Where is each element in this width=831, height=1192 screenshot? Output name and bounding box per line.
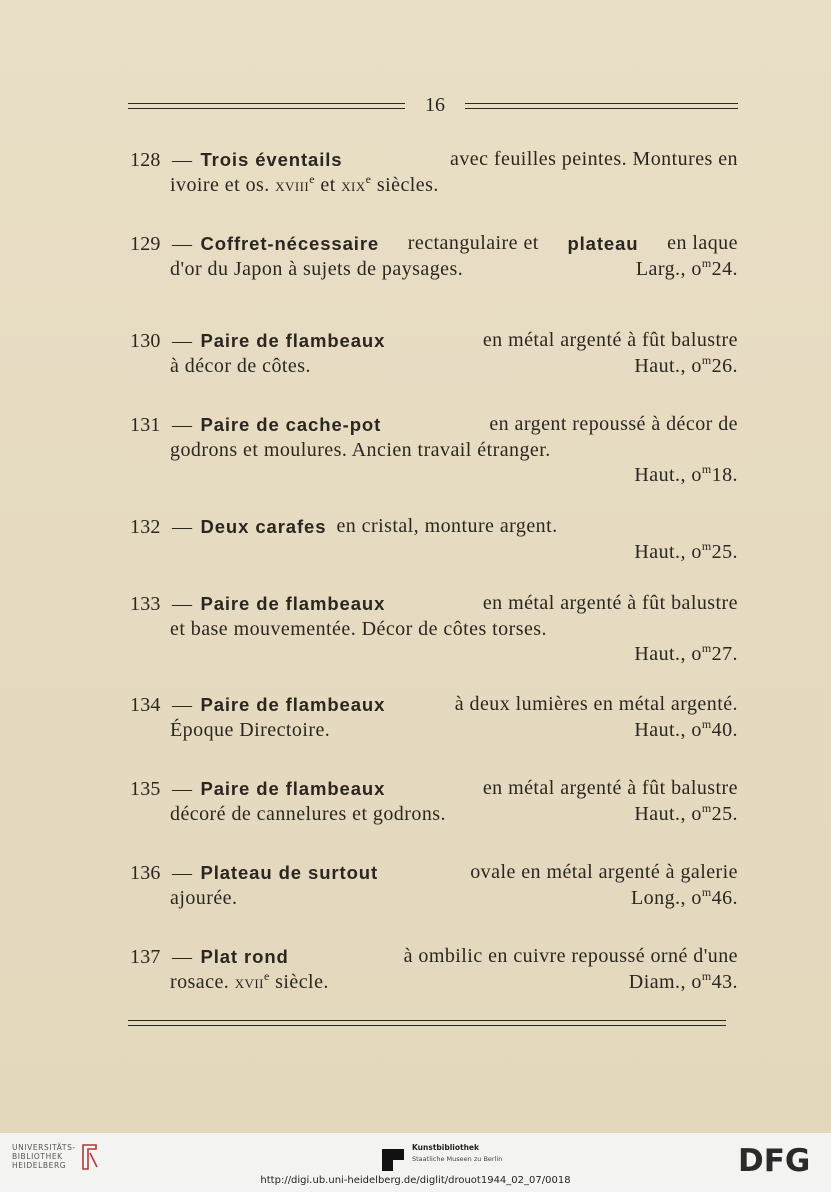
header-rule-left	[128, 103, 405, 109]
lot-text: ivoire et os.	[170, 174, 276, 196]
lot-number: 129	[130, 233, 161, 255]
lot-description: à deux lumières en métal argenté.	[454, 693, 738, 715]
entry-line	[130, 718, 738, 743]
entry-line	[130, 944, 738, 970]
dash: —	[172, 149, 193, 171]
measurement	[634, 540, 738, 565]
lot-description: à décor de côtes.	[170, 355, 311, 377]
measure-label: Haut., o	[634, 355, 702, 377]
superscript: m	[701, 885, 712, 899]
lot-title-secondary: plateau	[567, 233, 639, 254]
measure-value: 27.	[711, 643, 738, 665]
lot-description: en métal argenté à fût balustre	[482, 777, 738, 799]
library-line: BIBLIOTHEK	[12, 1152, 63, 1161]
measure-label: Diam., o	[628, 971, 702, 993]
superscript: m	[701, 539, 712, 553]
measure-value: 18.	[711, 464, 738, 486]
measurement	[634, 802, 738, 827]
entry-line	[130, 328, 738, 354]
entry-line	[130, 354, 738, 379]
entry-line	[130, 412, 738, 438]
lot-text: siècle.	[269, 971, 329, 993]
superscript: e	[309, 172, 315, 186]
lot-entry	[130, 692, 738, 743]
measure-value: 26.	[711, 355, 738, 377]
dash: —	[172, 516, 193, 538]
lot-entry	[130, 860, 738, 911]
lot-description: avec feuilles peintes. Montures en	[450, 148, 738, 170]
lot-title: Coffret-nécessaire	[200, 233, 380, 254]
lot-text: rosace.	[170, 971, 235, 993]
lot-description: d'or du Japon à sujets de paysages.	[170, 258, 464, 280]
lot-title: Plateau de surtout	[200, 862, 379, 883]
page-number: 16	[425, 94, 445, 116]
measure-label: Haut., o	[634, 803, 702, 825]
library-line: HEIDELBERG	[12, 1161, 67, 1170]
dash: —	[172, 414, 193, 436]
kb-title: Kunstbibliothek	[412, 1143, 480, 1152]
superscript: m	[701, 717, 712, 731]
entry-line	[130, 514, 738, 540]
lot-description: en cristal, monture argent.	[336, 515, 558, 537]
measurement	[634, 718, 738, 743]
kunstbibliothek-mark-icon	[382, 1149, 404, 1171]
header-rule-right	[465, 103, 738, 109]
lot-entry	[130, 944, 738, 995]
viewer-footer	[0, 1133, 831, 1192]
entry-line	[130, 692, 738, 718]
lot-title: Paire de flambeaux	[200, 593, 386, 614]
measure-label: Haut., o	[634, 719, 702, 741]
entry-line	[130, 438, 738, 463]
lot-entry	[130, 412, 738, 488]
lot-title: Trois éventails	[200, 149, 343, 170]
lot-entry	[130, 591, 738, 667]
lot-entry	[130, 328, 738, 379]
dash: —	[172, 946, 193, 968]
lot-number: 134	[130, 694, 161, 716]
footer-rule	[128, 1020, 726, 1026]
superscript: m	[701, 969, 712, 983]
lot-entry	[130, 514, 738, 565]
measure-label: Long., o	[631, 887, 702, 909]
lot-description: en métal argenté à fût balustre	[482, 592, 738, 614]
lot-description: en argent repoussé à décor de	[489, 413, 738, 435]
century: xviii	[275, 175, 310, 196]
measure-label: Larg., o	[635, 258, 702, 280]
lot-description: ovale en métal argenté à galerie	[470, 861, 738, 883]
lot-description: à ombilic en cuivre repoussé orné d'une	[403, 945, 738, 967]
lot-number: 135	[130, 778, 161, 800]
century: xix	[341, 175, 366, 196]
lot-description: décoré de cannelures et godrons.	[170, 803, 446, 825]
lot-title: Deux carafes	[200, 516, 327, 537]
dfg-logo[interactable]: DFG	[738, 1143, 811, 1179]
source-url[interactable]: http://digi.ub.uni-heidelberg.de/diglit/drouot1944_02_07/0018	[260, 1175, 571, 1186]
entry-line	[130, 173, 738, 198]
superscript: m	[701, 641, 712, 655]
entry-line	[130, 617, 738, 642]
lot-number: 130	[130, 330, 161, 352]
lot-text: siècles.	[371, 174, 439, 196]
measure-label: Haut., o	[634, 464, 702, 486]
measure-value: 25.	[711, 803, 738, 825]
superscript: m	[701, 353, 712, 367]
superscript: e	[365, 172, 372, 186]
measurement	[631, 886, 738, 911]
measurement	[629, 970, 738, 995]
dash: —	[172, 694, 193, 716]
century: xvii	[234, 972, 264, 993]
lot-title: Paire de flambeaux	[200, 778, 386, 799]
lot-number: 133	[130, 593, 161, 615]
entry-line	[130, 886, 738, 911]
lot-title: Paire de flambeaux	[200, 330, 386, 351]
lot-description: ajourée.	[170, 887, 238, 909]
dash: —	[172, 233, 193, 255]
lot-entry	[130, 147, 738, 198]
lot-description: et base mouvementée. Décor de côtes torses.	[170, 618, 547, 640]
measure-value: 25.	[711, 541, 738, 563]
entry-line	[130, 776, 738, 802]
entry-line	[130, 591, 738, 617]
dash: —	[172, 862, 193, 884]
entry-line	[130, 257, 738, 282]
lot-text: et	[314, 174, 342, 196]
lot-description: godrons et moulures. Ancien travail étranger.	[170, 439, 551, 461]
kunstbibliothek-logo[interactable]	[382, 1141, 542, 1175]
page-header	[128, 92, 738, 122]
lot-description: Époque Directoire.	[170, 719, 331, 741]
measure-value: 46.	[711, 887, 738, 909]
superscript: m	[701, 462, 712, 476]
lot-description: rectangulaire et	[407, 232, 539, 254]
lot-description: en métal argenté à fût balustre	[482, 329, 738, 351]
measure-value: 43.	[711, 971, 738, 993]
superscript: m	[701, 801, 712, 815]
lot-entry	[130, 231, 738, 282]
dash: —	[172, 593, 193, 615]
measure-label: Haut., o	[634, 643, 702, 665]
lot-title: Paire de flambeaux	[200, 694, 386, 715]
dash: —	[172, 330, 193, 352]
lot-entry	[130, 776, 738, 827]
entry-line	[130, 860, 738, 886]
lot-number: 132	[130, 516, 161, 538]
library-line: UNIVERSITÄTS-	[12, 1143, 76, 1152]
lot-number: 131	[130, 414, 161, 436]
lot-title: Plat rond	[200, 946, 289, 967]
kb-subtitle: Staatliche Museen zu Berlin	[412, 1155, 503, 1163]
lot-title: Paire de cache-pot	[200, 414, 382, 435]
entry-line	[130, 463, 738, 488]
measure-value: 40.	[711, 719, 738, 741]
measurement	[634, 354, 738, 379]
entry-line	[130, 802, 738, 827]
measure-value: 24.	[711, 258, 738, 280]
entry-line	[130, 642, 738, 667]
lot-number: 137	[130, 946, 161, 968]
superscript: e	[263, 969, 270, 983]
library-seal-icon	[80, 1141, 100, 1173]
lot-number: 128	[130, 149, 161, 171]
measurement	[634, 642, 738, 667]
entry-line	[130, 970, 738, 995]
measurement	[636, 257, 738, 282]
lot-description: en laque	[667, 232, 738, 254]
measure-label: Haut., o	[634, 541, 702, 563]
dash: —	[172, 778, 193, 800]
entry-line	[130, 540, 738, 565]
entry-line	[130, 147, 738, 173]
measurement	[634, 463, 738, 488]
superscript: m	[701, 256, 712, 270]
lot-number: 136	[130, 862, 161, 884]
entry-line	[130, 231, 738, 257]
